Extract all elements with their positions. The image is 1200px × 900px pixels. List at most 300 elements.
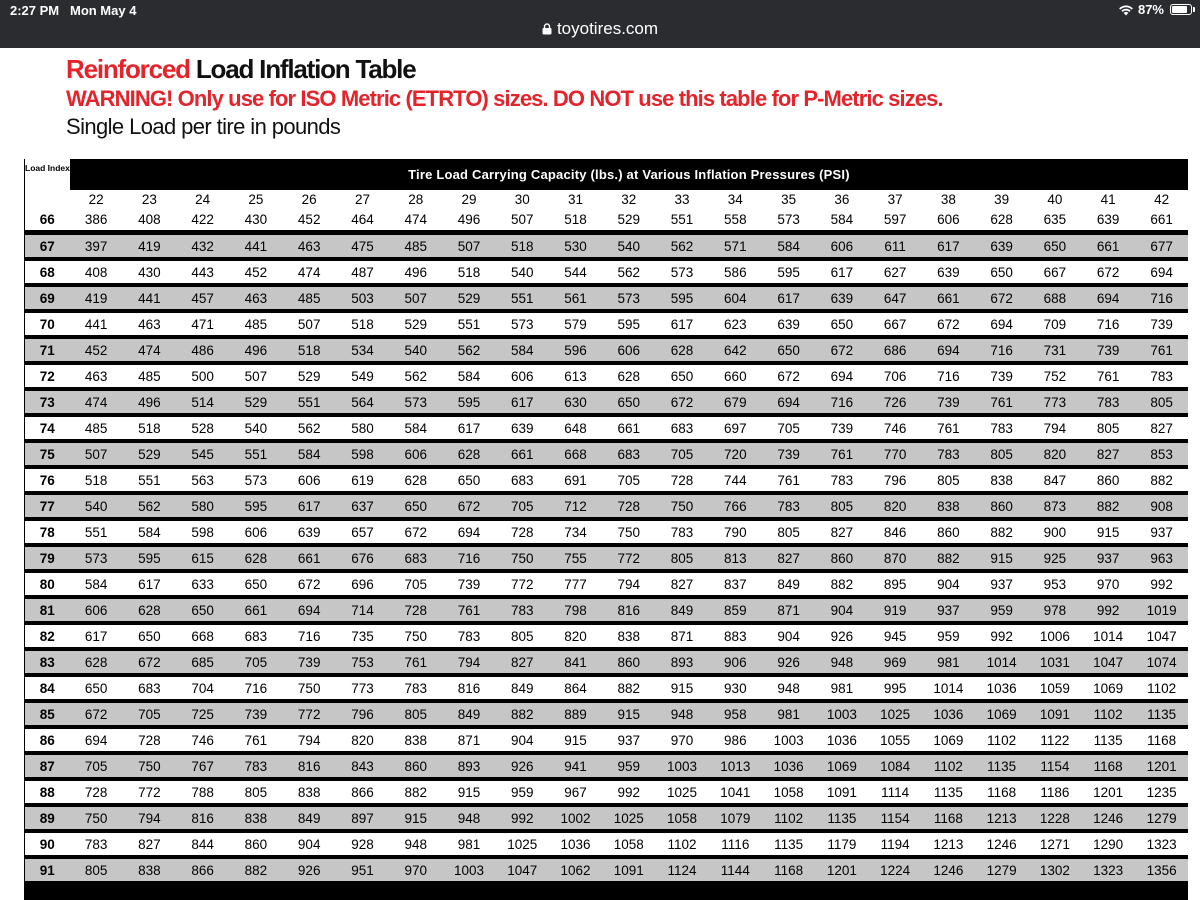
load-value-cell: 728 — [655, 467, 708, 493]
table-row — [25, 805, 1189, 831]
load-value-cell: 564 — [336, 389, 389, 415]
load-value-cell: 683 — [123, 675, 176, 701]
load-value-cell: 734 — [549, 519, 602, 545]
load-value-cell: 430 — [229, 208, 282, 233]
load-value-cell: 904 — [922, 571, 975, 597]
load-index-cell: 84 — [25, 675, 70, 701]
load-index-cell: 66 — [25, 208, 70, 233]
address-bar[interactable] — [0, 19, 1200, 39]
load-value-cell: 1074 — [1135, 649, 1188, 675]
load-value-cell: 739 — [815, 415, 868, 441]
load-value-cell: 992 — [1082, 597, 1135, 623]
load-value-cell: 860 — [922, 519, 975, 545]
load-inflation-table — [24, 159, 1188, 900]
load-value-cell: 1069 — [922, 727, 975, 753]
load-value-cell: 672 — [283, 571, 336, 597]
load-value-cell: 704 — [176, 675, 229, 701]
load-value-cell: 683 — [496, 467, 549, 493]
load-value-cell: 705 — [123, 701, 176, 727]
psi-header-cell: 23 — [123, 190, 176, 208]
status-time: 2:27 PM Mon May 4 — [10, 3, 137, 18]
load-value-cell: 573 — [229, 467, 282, 493]
load-value-cell: 573 — [389, 389, 442, 415]
psi-header-row — [25, 190, 1189, 208]
load-value-cell: 930 — [709, 675, 762, 701]
table-row — [25, 337, 1189, 363]
load-value-cell: 419 — [70, 285, 123, 311]
load-value-cell: 728 — [389, 597, 442, 623]
load-value-cell: 853 — [1135, 441, 1188, 467]
load-value-cell: 805 — [70, 857, 123, 883]
load-value-cell: 1069 — [815, 753, 868, 779]
load-value-cell: 838 — [922, 493, 975, 519]
load-value-cell: 750 — [123, 753, 176, 779]
load-value-cell: 1003 — [442, 857, 495, 883]
load-index-cell: 81 — [25, 597, 70, 623]
load-value-cell: 904 — [283, 831, 336, 857]
load-value-cell: 540 — [496, 259, 549, 285]
load-value-cell: 628 — [655, 337, 708, 363]
load-value-cell: 805 — [1082, 415, 1135, 441]
load-value-cell: 820 — [1028, 441, 1081, 467]
load-index-header: Load Index — [25, 159, 70, 190]
load-value-cell: 540 — [229, 415, 282, 441]
load-value-cell: 937 — [602, 727, 655, 753]
load-value-cell: 1135 — [1082, 727, 1135, 753]
load-value-cell: 432 — [176, 233, 229, 260]
load-index-cell: 78 — [25, 519, 70, 545]
load-value-cell: 1014 — [1082, 623, 1135, 649]
psi-header-cell: 36 — [815, 190, 868, 208]
load-value-cell: 805 — [229, 779, 282, 805]
load-value-cell: 1047 — [1082, 649, 1135, 675]
load-value-cell: 639 — [922, 259, 975, 285]
load-value-cell: 697 — [709, 415, 762, 441]
load-value-cell: 540 — [389, 337, 442, 363]
load-value-cell: 650 — [975, 259, 1028, 285]
load-value-cell: 772 — [602, 545, 655, 571]
load-value-cell: 441 — [123, 285, 176, 311]
load-value-cell: 925 — [1028, 545, 1081, 571]
load-value-cell: 668 — [549, 441, 602, 467]
load-value-cell: 915 — [549, 727, 602, 753]
load-value-cell: 1114 — [868, 779, 921, 805]
load-value-cell: 561 — [549, 285, 602, 311]
load-value-cell: 915 — [1082, 519, 1135, 545]
load-value-cell: 639 — [283, 519, 336, 545]
load-value-cell: 419 — [123, 233, 176, 260]
load-value-cell: 871 — [655, 623, 708, 649]
load-value-cell: 672 — [389, 519, 442, 545]
load-value-cell: 849 — [496, 675, 549, 701]
load-value-cell: 694 — [1082, 285, 1135, 311]
load-value-cell: 584 — [762, 233, 815, 260]
load-value-cell: 408 — [70, 259, 123, 285]
load-value-cell: 1002 — [549, 805, 602, 831]
load-value-cell: 540 — [602, 233, 655, 260]
load-value-cell: 948 — [815, 649, 868, 675]
load-value-cell: 685 — [176, 649, 229, 675]
load-value-cell: 486 — [176, 337, 229, 363]
load-value-cell: 529 — [602, 208, 655, 233]
load-value-cell: 694 — [70, 727, 123, 753]
load-value-cell: 1059 — [1028, 675, 1081, 701]
title-rest: Load Inflation Table — [189, 54, 416, 84]
load-value-cell: 816 — [602, 597, 655, 623]
load-value-cell: 773 — [336, 675, 389, 701]
load-value-cell: 1058 — [762, 779, 815, 805]
warning-text: WARNING! Only use for ISO Metric (ETRTO) sizes. DO NOT use this table for P-Metric sizes. — [66, 86, 943, 111]
load-value-cell: 529 — [389, 311, 442, 337]
load-value-cell: 951 — [336, 857, 389, 883]
load-value-cell: 860 — [389, 753, 442, 779]
load-value-cell: 507 — [70, 441, 123, 467]
load-value-cell: 606 — [815, 233, 868, 260]
load-value-cell: 959 — [975, 597, 1028, 623]
table-row — [25, 727, 1189, 753]
table-row — [25, 441, 1189, 467]
load-value-cell: 595 — [762, 259, 815, 285]
load-value-cell: 660 — [709, 363, 762, 389]
load-value-cell: 1036 — [762, 753, 815, 779]
load-value-cell: 679 — [709, 389, 762, 415]
load-value-cell: 726 — [868, 389, 921, 415]
load-value-cell: 859 — [709, 597, 762, 623]
load-value-cell: 573 — [496, 311, 549, 337]
load-value-cell: 827 — [1135, 415, 1188, 441]
table-row — [25, 233, 1189, 260]
load-value-cell: 628 — [442, 441, 495, 467]
load-value-cell: 617 — [655, 311, 708, 337]
load-value-cell: 530 — [549, 233, 602, 260]
load-value-cell: 639 — [762, 311, 815, 337]
load-value-cell: 1102 — [762, 805, 815, 831]
load-value-cell: 794 — [442, 649, 495, 675]
load-value-cell: 783 — [922, 441, 975, 467]
load-index-cell: 76 — [25, 467, 70, 493]
table-row — [25, 597, 1189, 623]
load-value-cell: 728 — [123, 727, 176, 753]
load-value-cell: 1290 — [1082, 831, 1135, 857]
load-value-cell: 661 — [922, 285, 975, 311]
table-row — [25, 675, 1189, 701]
load-value-cell: 908 — [1135, 493, 1188, 519]
load-value-cell: 611 — [868, 233, 921, 260]
load-value-cell: 1213 — [975, 805, 1028, 831]
load-value-cell: 595 — [229, 493, 282, 519]
load-value-cell: 617 — [815, 259, 868, 285]
load-value-cell: 864 — [549, 675, 602, 701]
load-value-cell: 728 — [496, 519, 549, 545]
load-value-cell: 926 — [283, 857, 336, 883]
load-value-cell: 750 — [655, 493, 708, 519]
load-index-cell: 77 — [25, 493, 70, 519]
load-value-cell: 870 — [868, 545, 921, 571]
load-value-cell: 893 — [655, 649, 708, 675]
load-value-cell: 529 — [229, 389, 282, 415]
load-value-cell: 805 — [815, 493, 868, 519]
table-row — [25, 259, 1189, 285]
load-value-cell: 562 — [442, 337, 495, 363]
load-value-cell: 1025 — [496, 831, 549, 857]
psi-header-cell: 24 — [176, 190, 229, 208]
load-value-cell: 661 — [229, 597, 282, 623]
psi-header-cell: 27 — [336, 190, 389, 208]
load-value-cell: 441 — [229, 233, 282, 260]
load-value-cell: 648 — [549, 415, 602, 441]
load-value-cell: 992 — [602, 779, 655, 805]
load-value-cell: 860 — [975, 493, 1028, 519]
load-value-cell: 838 — [283, 779, 336, 805]
load-value-cell: 1014 — [975, 649, 1028, 675]
load-value-cell: 926 — [815, 623, 868, 649]
load-value-cell: 474 — [123, 337, 176, 363]
load-value-cell: 761 — [1082, 363, 1135, 389]
load-value-cell: 496 — [389, 259, 442, 285]
load-value-cell: 970 — [1082, 571, 1135, 597]
load-value-cell: 496 — [123, 389, 176, 415]
load-value-cell: 672 — [975, 285, 1028, 311]
load-value-cell: 606 — [496, 363, 549, 389]
load-value-cell: 783 — [762, 493, 815, 519]
load-value-cell: 1179 — [815, 831, 868, 857]
load-value-cell: 849 — [762, 571, 815, 597]
load-value-cell: 1323 — [1082, 857, 1135, 883]
load-value-cell: 551 — [283, 389, 336, 415]
load-value-cell: 1013 — [709, 753, 762, 779]
load-value-cell: 1201 — [815, 857, 868, 883]
load-value-cell: 487 — [336, 259, 389, 285]
load-value-cell: 725 — [176, 701, 229, 727]
load-value-cell: 696 — [336, 571, 389, 597]
load-value-cell: 518 — [336, 311, 389, 337]
load-value-cell: 598 — [176, 519, 229, 545]
load-value-cell: 820 — [549, 623, 602, 649]
load-value-cell: 900 — [1028, 519, 1081, 545]
load-value-cell: 705 — [496, 493, 549, 519]
psi-header-cell: 29 — [442, 190, 495, 208]
load-value-cell: 617 — [70, 623, 123, 649]
load-value-cell: 606 — [70, 597, 123, 623]
load-value-cell: 805 — [922, 467, 975, 493]
load-value-cell: 981 — [442, 831, 495, 857]
load-value-cell: 849 — [283, 805, 336, 831]
load-value-cell: 1055 — [868, 727, 921, 753]
load-value-cell: 441 — [70, 311, 123, 337]
load-value-cell: 617 — [123, 571, 176, 597]
load-value-cell: 1213 — [922, 831, 975, 857]
load-value-cell: 1036 — [815, 727, 868, 753]
psi-header-cell: 28 — [389, 190, 442, 208]
load-value-cell: 709 — [1028, 311, 1081, 337]
load-value-cell: 958 — [709, 701, 762, 727]
load-value-cell: 551 — [496, 285, 549, 311]
load-value-cell: 1194 — [868, 831, 921, 857]
load-value-cell: 584 — [389, 415, 442, 441]
load-value-cell: 1091 — [602, 857, 655, 883]
load-value-cell: 639 — [496, 415, 549, 441]
load-value-cell: 750 — [496, 545, 549, 571]
load-value-cell: 794 — [1028, 415, 1081, 441]
load-value-cell: 672 — [762, 363, 815, 389]
load-value-cell: 783 — [389, 675, 442, 701]
load-value-cell: 474 — [283, 259, 336, 285]
battery-icon — [1170, 4, 1192, 15]
load-value-cell: 617 — [283, 493, 336, 519]
load-value-cell: 534 — [336, 337, 389, 363]
table-row — [25, 649, 1189, 675]
load-value-cell: 714 — [336, 597, 389, 623]
load-value-cell: 545 — [176, 441, 229, 467]
load-value-cell: 705 — [229, 649, 282, 675]
load-value-cell: 1168 — [975, 779, 1028, 805]
load-value-cell: 1058 — [655, 805, 708, 831]
load-value-cell: 895 — [868, 571, 921, 597]
load-value-cell: 1122 — [1028, 727, 1081, 753]
load-value-cell: 507 — [283, 311, 336, 337]
load-value-cell: 617 — [762, 285, 815, 311]
load-value-cell: 1079 — [709, 805, 762, 831]
page-title — [66, 54, 415, 85]
load-value-cell: 1246 — [1082, 805, 1135, 831]
load-value-cell: 992 — [496, 805, 549, 831]
load-value-cell: 766 — [709, 493, 762, 519]
load-value-cell: 606 — [602, 337, 655, 363]
load-value-cell: 650 — [70, 675, 123, 701]
load-value-cell: 716 — [283, 623, 336, 649]
load-value-cell: 558 — [709, 208, 762, 233]
load-value-cell: 672 — [815, 337, 868, 363]
load-value-cell: 783 — [655, 519, 708, 545]
load-value-cell: 551 — [655, 208, 708, 233]
load-value-cell: 661 — [283, 545, 336, 571]
capacity-title: Tire Load Carrying Capacity (lbs.) at Various Inflation Pressures (PSI) — [70, 159, 1189, 190]
load-value-cell: 584 — [815, 208, 868, 233]
load-value-cell: 672 — [1082, 259, 1135, 285]
load-value-cell: 981 — [815, 675, 868, 701]
load-value-cell: 422 — [176, 208, 229, 233]
load-value-cell: 970 — [655, 727, 708, 753]
load-value-cell: 915 — [602, 701, 655, 727]
load-value-cell: 1235 — [1135, 779, 1188, 805]
load-value-cell: 528 — [176, 415, 229, 441]
load-value-cell: 739 — [975, 363, 1028, 389]
load-value-cell: 705 — [70, 753, 123, 779]
table-row — [25, 857, 1189, 883]
load-value-cell: 937 — [1082, 545, 1135, 571]
load-value-cell: 650 — [815, 311, 868, 337]
load-value-cell: 549 — [336, 363, 389, 389]
load-value-cell: 485 — [283, 285, 336, 311]
lock-icon — [542, 23, 552, 35]
load-value-cell: 617 — [922, 233, 975, 260]
load-value-cell: 882 — [922, 545, 975, 571]
load-value-cell: 1031 — [1028, 649, 1081, 675]
load-value-cell: 827 — [123, 831, 176, 857]
load-value-cell: 1003 — [655, 753, 708, 779]
table-row — [25, 701, 1189, 727]
load-value-cell: 1135 — [762, 831, 815, 857]
load-index-cell: 79 — [25, 545, 70, 571]
load-value-cell: 970 — [389, 857, 442, 883]
load-value-cell: 551 — [70, 519, 123, 545]
load-value-cell: 463 — [70, 363, 123, 389]
load-value-cell: 827 — [496, 649, 549, 675]
load-value-cell: 606 — [922, 208, 975, 233]
load-value-cell: 529 — [123, 441, 176, 467]
load-value-cell: 783 — [496, 597, 549, 623]
load-value-cell: 838 — [975, 467, 1028, 493]
load-value-cell: 694 — [975, 311, 1028, 337]
load-value-cell: 573 — [70, 545, 123, 571]
load-index-cell: 71 — [25, 337, 70, 363]
load-value-cell: 496 — [442, 208, 495, 233]
load-value-cell: 562 — [655, 233, 708, 260]
load-value-cell: 820 — [336, 727, 389, 753]
load-value-cell: 716 — [1082, 311, 1135, 337]
load-value-cell: 981 — [762, 701, 815, 727]
load-value-cell: 573 — [602, 285, 655, 311]
load-value-cell: 694 — [922, 337, 975, 363]
load-value-cell: 485 — [70, 415, 123, 441]
load-value-cell: 1036 — [975, 675, 1028, 701]
load-value-cell: 882 — [229, 857, 282, 883]
load-value-cell: 642 — [709, 337, 762, 363]
load-value-cell: 573 — [762, 208, 815, 233]
psi-header-cell: 39 — [975, 190, 1028, 208]
load-value-cell: 739 — [283, 649, 336, 675]
load-value-cell: 772 — [496, 571, 549, 597]
load-value-cell: 1006 — [1028, 623, 1081, 649]
load-value-cell: 1201 — [1082, 779, 1135, 805]
load-value-cell: 948 — [389, 831, 442, 857]
load-value-cell: 805 — [389, 701, 442, 727]
psi-header-blank — [25, 190, 70, 208]
load-value-cell: 1246 — [922, 857, 975, 883]
load-value-cell: 796 — [868, 467, 921, 493]
load-value-cell: 1036 — [549, 831, 602, 857]
load-index-cell: 83 — [25, 649, 70, 675]
load-value-cell: 1102 — [975, 727, 1028, 753]
load-value-cell: 1019 — [1135, 597, 1188, 623]
load-value-cell: 739 — [922, 389, 975, 415]
load-value-cell: 485 — [123, 363, 176, 389]
load-value-cell: 783 — [815, 467, 868, 493]
load-value-cell: 750 — [283, 675, 336, 701]
load-value-cell: 386 — [70, 208, 123, 233]
load-value-cell: 1356 — [1135, 857, 1188, 883]
load-value-cell: 847 — [1028, 467, 1081, 493]
load-value-cell: 613 — [549, 363, 602, 389]
load-value-cell: 986 — [709, 727, 762, 753]
load-value-cell: 1186 — [1028, 779, 1081, 805]
load-value-cell: 716 — [975, 337, 1028, 363]
load-value-cell: 661 — [1082, 233, 1135, 260]
load-value-cell: 485 — [229, 311, 282, 337]
load-value-cell: 915 — [655, 675, 708, 701]
psi-header-cell: 22 — [70, 190, 123, 208]
load-value-cell: 750 — [389, 623, 442, 649]
load-value-cell: 606 — [229, 519, 282, 545]
load-value-cell: 928 — [336, 831, 389, 857]
load-value-cell: 750 — [602, 519, 655, 545]
load-index-cell: 68 — [25, 259, 70, 285]
load-value-cell: 882 — [815, 571, 868, 597]
load-value-cell: 750 — [70, 805, 123, 831]
load-value-cell: 1047 — [496, 857, 549, 883]
load-value-cell: 705 — [655, 441, 708, 467]
load-value-cell: 1014 — [922, 675, 975, 701]
